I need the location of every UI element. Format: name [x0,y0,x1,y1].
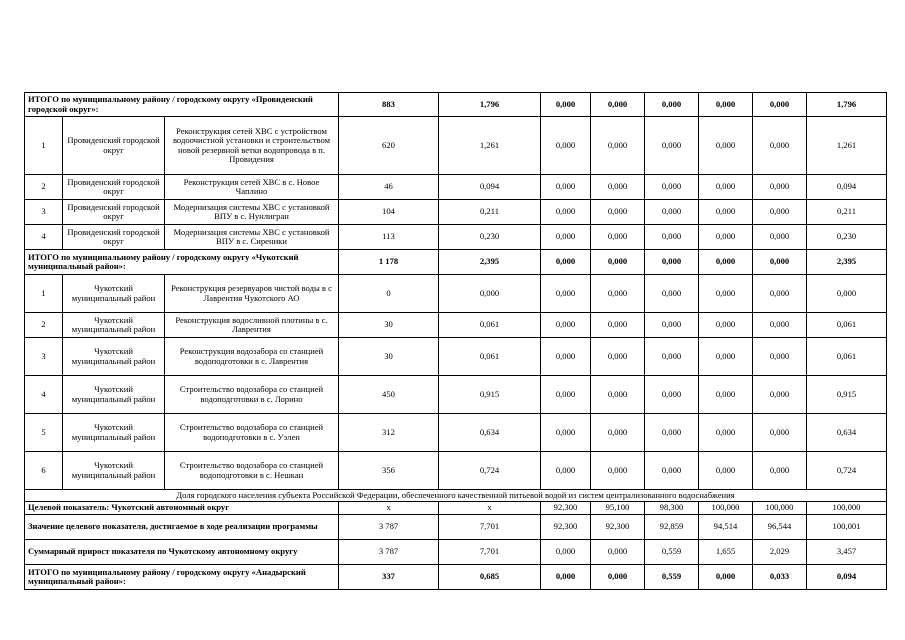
value-cell: 0,559 [645,565,699,590]
value-cell: 0,000 [541,200,591,225]
value-cell: 0,000 [699,225,753,250]
value-cell: 0,724 [807,452,887,490]
value-cell: 0,000 [591,313,645,338]
value-cell: 30 [339,313,439,338]
municipality-cell: Чукотский муниципальный район [63,376,165,414]
value-cell: 92,300 [541,502,591,515]
value-cell: 0,000 [753,175,807,200]
table-row [25,338,887,376]
value-cell: 0,000 [541,540,591,565]
value-cell: 356 [339,452,439,490]
value-cell: 883 [339,93,439,117]
row-label-cell: Суммарный прирост показателя по Чукотскому автономному округу [25,540,339,565]
value-cell: 0,061 [439,313,541,338]
table-body [25,93,887,590]
value-cell: 7,701 [439,540,541,565]
table-row [25,175,887,200]
value-cell: 0,000 [699,117,753,175]
table-row [25,490,887,502]
value-cell: 0,061 [439,338,541,376]
value-cell: 0,000 [645,225,699,250]
section-header-cell: Доля городского населения субъекта Российской Федерации, обеспеченного качественной питьевой водой из систем централизованного водоснабжения [25,490,887,502]
project-description-cell: Реконструкция водосливной плотины в с. Лаврентия [165,313,339,338]
value-cell: 0,000 [591,540,645,565]
value-cell: 3 787 [339,540,439,565]
value-cell: 0,000 [645,338,699,376]
project-description-cell: Строительство водозабора со станцией водоподготовки в с. Нешкан [165,452,339,490]
value-cell: 0,000 [645,414,699,452]
table-row [25,452,887,490]
value-cell: 0,000 [591,565,645,590]
value-cell: 3 787 [339,515,439,540]
value-cell: 0,000 [591,117,645,175]
value-cell: 0,000 [753,414,807,452]
table-row [25,93,887,117]
value-cell: 0,000 [645,250,699,275]
value-cell: 0,033 [753,565,807,590]
value-cell: 0,000 [753,200,807,225]
value-cell: 0,000 [541,225,591,250]
table-row [25,376,887,414]
row-number-cell: 1 [25,117,63,175]
value-cell: 92,300 [541,515,591,540]
project-description-cell: Строительство водозабора со станцией водоподготовки в с. Лорино [165,376,339,414]
value-cell: 0,000 [541,250,591,275]
value-cell: 30 [339,338,439,376]
row-number-cell: 3 [25,338,63,376]
value-cell: 98,300 [645,502,699,515]
value-cell: 0,000 [591,200,645,225]
table-row [25,540,887,565]
value-cell: 0,000 [699,338,753,376]
municipality-cell: Чукотский муниципальный район [63,414,165,452]
value-cell: 0,000 [541,313,591,338]
value-cell: 0,000 [645,452,699,490]
value-cell: 113 [339,225,439,250]
value-cell: 0,211 [439,200,541,225]
value-cell: 337 [339,565,439,590]
project-description-cell: Строительство водозабора со станцией водоподготовки в с. Уэлен [165,414,339,452]
value-cell: 94,514 [699,515,753,540]
municipality-cell: Провиденский городской округ [63,117,165,175]
value-cell: 0,915 [439,376,541,414]
project-description-cell: Модернизация системы ХВС с установкой ВПУ в с. Сиреники [165,225,339,250]
value-cell: 0,000 [591,250,645,275]
value-cell: 0,000 [753,338,807,376]
municipality-cell: Провиденский городской округ [63,225,165,250]
value-cell: 2,395 [439,250,541,275]
value-cell: 0,000 [541,414,591,452]
value-cell: 0,685 [439,565,541,590]
value-cell: 0,000 [591,338,645,376]
value-cell: 0,000 [699,275,753,313]
municipality-cell: Чукотский муниципальный район [63,313,165,338]
table-row [25,565,887,590]
value-cell: 0,000 [591,452,645,490]
value-cell: 2,395 [807,250,887,275]
value-cell: 0,000 [807,275,887,313]
value-cell: 0,000 [699,452,753,490]
value-cell: 95,100 [591,502,645,515]
row-number-cell: 6 [25,452,63,490]
value-cell: 92,300 [591,515,645,540]
value-cell: 0,211 [807,200,887,225]
value-cell: 0,094 [439,175,541,200]
value-cell: 0 [339,275,439,313]
value-cell: 0,000 [541,565,591,590]
value-cell: 0,000 [699,250,753,275]
value-cell: 1 178 [339,250,439,275]
value-cell: 100,000 [753,502,807,515]
value-cell: 0,000 [591,414,645,452]
value-cell: 0,061 [807,313,887,338]
value-cell: 0,000 [753,250,807,275]
value-cell: 0,000 [699,93,753,117]
table-row [25,225,887,250]
value-cell: 0,000 [591,376,645,414]
municipality-cell: Чукотский муниципальный район [63,452,165,490]
row-label-cell: Целевой показатель: Чукотский автономный округ [25,502,339,515]
value-cell: 620 [339,117,439,175]
program-table [24,92,887,590]
table-row [25,117,887,175]
value-cell: 0,915 [807,376,887,414]
value-cell: 0,000 [541,275,591,313]
value-cell: 0,000 [753,93,807,117]
row-label-cell: ИТОГО по муниципальному району / городскому округу «Провиденский городской округ»: [25,93,339,117]
value-cell: 0,000 [699,376,753,414]
value-cell: 0,634 [807,414,887,452]
table-row [25,275,887,313]
value-cell: 0,094 [807,565,887,590]
value-cell: 0,230 [807,225,887,250]
value-cell: 0,000 [699,565,753,590]
value-cell: 1,796 [439,93,541,117]
table-row [25,250,887,275]
value-cell: 0,000 [541,93,591,117]
municipality-cell: Провиденский городской округ [63,200,165,225]
value-cell: 0,000 [645,275,699,313]
value-cell: 1,261 [807,117,887,175]
value-cell: 0,000 [645,93,699,117]
value-cell: 0,000 [591,93,645,117]
project-description-cell: Модернизация системы ХВС с установкой ВПУ в с. Нунлигран [165,200,339,225]
value-cell: 46 [339,175,439,200]
value-cell: 1,796 [807,93,887,117]
value-cell: 0,000 [591,225,645,250]
value-cell: 0,000 [645,175,699,200]
value-cell: 7,701 [439,515,541,540]
value-cell: 100,001 [807,515,887,540]
value-cell: 0,000 [541,338,591,376]
row-number-cell: 3 [25,200,63,225]
value-cell: 0,000 [591,275,645,313]
table-row [25,414,887,452]
value-cell: 0,000 [541,175,591,200]
value-cell: 0,634 [439,414,541,452]
value-cell: 0,000 [439,275,541,313]
value-cell: 0,000 [645,200,699,225]
value-cell: х [339,502,439,515]
value-cell: 0,000 [645,117,699,175]
value-cell: 1,261 [439,117,541,175]
value-cell: 0,000 [753,452,807,490]
value-cell: 0,000 [699,313,753,338]
row-number-cell: 2 [25,313,63,338]
value-cell: 450 [339,376,439,414]
municipality-cell: Провиденский городской округ [63,175,165,200]
municipality-cell: Чукотский муниципальный район [63,338,165,376]
row-number-cell: 4 [25,376,63,414]
value-cell: 3,457 [807,540,887,565]
value-cell: 0,000 [645,313,699,338]
value-cell: 96,544 [753,515,807,540]
value-cell: 0,559 [645,540,699,565]
value-cell: 0,000 [541,117,591,175]
value-cell: 0,000 [541,452,591,490]
project-description-cell: Реконструкция сетей ХВС в с. Новое Чаплино [165,175,339,200]
project-description-cell: Реконструкция водозабора со станцией водоподготовки в с. Лаврентия [165,338,339,376]
value-cell: 100,000 [699,502,753,515]
value-cell: 0,000 [541,376,591,414]
row-number-cell: 1 [25,275,63,313]
value-cell: 0,000 [645,376,699,414]
row-number-cell: 5 [25,414,63,452]
value-cell: 0,000 [699,414,753,452]
value-cell: 0,000 [753,313,807,338]
table-row [25,502,887,515]
row-number-cell: 2 [25,175,63,200]
value-cell: 0,230 [439,225,541,250]
value-cell: 1,655 [699,540,753,565]
row-label-cell: Значение целевого показателя, достигаемое в ходе реализации программы [25,515,339,540]
value-cell: 312 [339,414,439,452]
table-row [25,515,887,540]
value-cell: 0,000 [699,175,753,200]
project-description-cell: Реконструкция резервуаров чистой воды в с Лаврентия Чукотского АО [165,275,339,313]
row-label-cell: ИТОГО по муниципальному району / городскому округу «Чукотский муниципальный район»: [25,250,339,275]
value-cell: 0,000 [753,117,807,175]
row-label-cell: ИТОГО по муниципальному району / городскому округу «Анадырский муниципальный район»: [25,565,339,590]
value-cell: 0,000 [753,275,807,313]
value-cell: 0,094 [807,175,887,200]
value-cell: 104 [339,200,439,225]
value-cell: 0,000 [699,200,753,225]
value-cell: х [439,502,541,515]
table-row [25,313,887,338]
value-cell: 92,859 [645,515,699,540]
value-cell: 0,061 [807,338,887,376]
value-cell: 0,000 [753,376,807,414]
value-cell: 2,029 [753,540,807,565]
value-cell: 0,000 [753,225,807,250]
project-description-cell: Реконструкция сетей ХВС с устройством водоочистной установки и строительством новой резервной ветки водопровода в п. Провидения [165,117,339,175]
row-number-cell: 4 [25,225,63,250]
value-cell: 100,000 [807,502,887,515]
value-cell: 0,724 [439,452,541,490]
table-row [25,200,887,225]
value-cell: 0,000 [591,175,645,200]
municipality-cell: Чукотский муниципальный район [63,275,165,313]
